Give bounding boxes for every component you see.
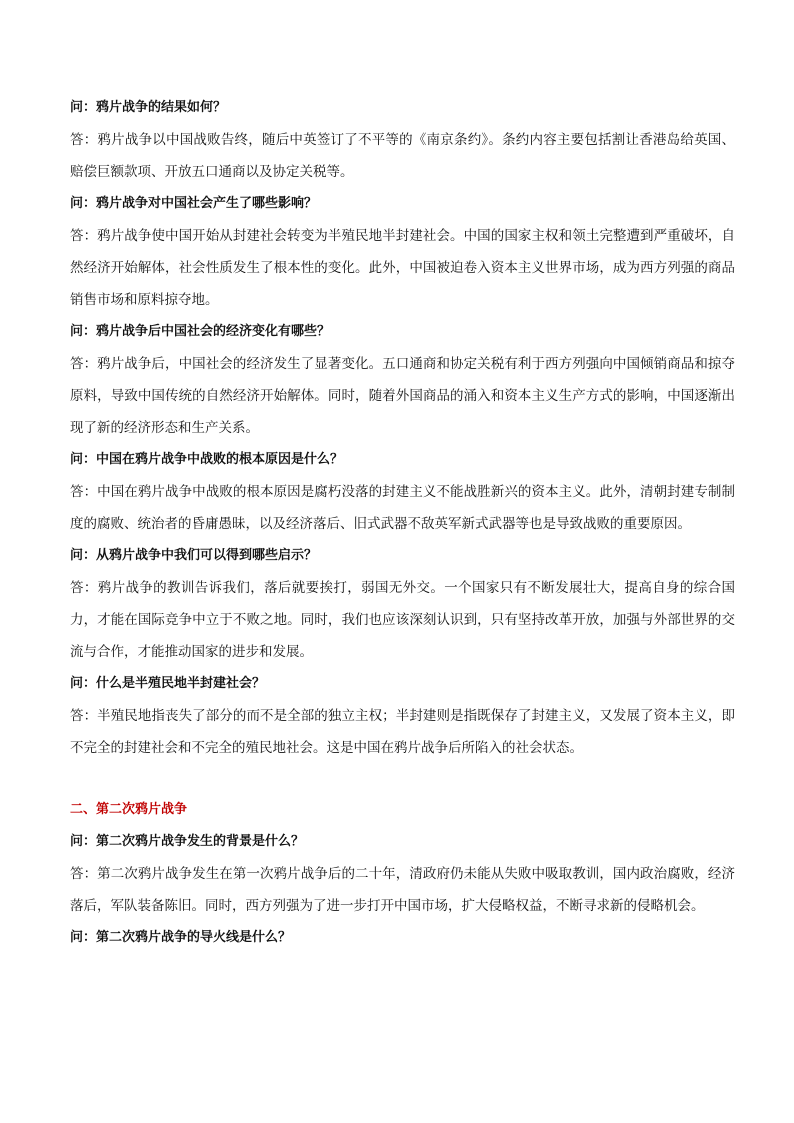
- answer-text: 答：第二次鸦片战争发生在第一次鸦片战争后的二十年，清政府仍未能从失败中吸取教训，国内政治腐败，经济落后，军队装备陈旧。同时，西方列强为了进一步打开中国市场，扩大侵略权益，不断寻求新的侵略机会。: [70, 866, 735, 914]
- answer-text: 答：鸦片战争的教训告诉我们，落后就要挨打，弱国无外交。一个国家只有不断发展壮大，提高自身的综合国力，才能在国际竞争中立于不败之地。同时，我们也应该深刻认识到，只有坚持改革开放，加强与外部世界的交流与合作，才能推动国家的进步和发展。: [70, 580, 735, 660]
- question-text: 问：第二次鸦片战争的导火线是什么？: [70, 930, 292, 945]
- section-heading: 二、第二次鸦片战争: [70, 802, 188, 817]
- answer-text: 答：鸦片战争以中国战败告终，随后中英签订了不平等的《南京条约》。条约内容主要包括割让香港岛给英国、赔偿巨额款项、开放五口通商以及协定关税等。: [70, 132, 735, 180]
- answer-text: 答：半殖民地指丧失了部分的而不是全部的独立主权；半封建则是指既保存了封建主义，又发展了资本主义，即不完全的封建社会和不完全的殖民地社会。这是中国在鸦片战争后所陷入的社会状态。: [70, 708, 735, 756]
- question-text: 问：第二次鸦片战争发生的背景是什么？: [70, 834, 305, 849]
- question-text: 问：鸦片战争的结果如何？: [70, 100, 227, 115]
- question-text: 问：从鸦片战争中我们可以得到哪些启示？: [70, 548, 318, 563]
- question-text: 问：中国在鸦片战争中战败的根本原因是什么？: [70, 452, 344, 467]
- question-text: 问：鸦片战争对中国社会产生了哪些影响？: [70, 196, 318, 211]
- answer-text: 答：鸦片战争后，中国社会的经济发生了显著变化。五口通商和协定关税有利于西方列强向中国倾销商品和掠夺原料，导致中国传统的自然经济开始解体。同时，随着外国商品的涌入和资本主义生产方式的影响，中国逐渐出现了新的经济形态和生产关系。: [70, 356, 735, 436]
- question-text: 问：什么是半殖民地半封建社会？: [70, 676, 266, 691]
- answer-text: 答：鸦片战争使中国开始从封建社会转变为半殖民地半封建社会。中国的国家主权和领土完整遭到严重破坏，自然经济开始解体，社会性质发生了根本性的变化。此外，中国被迫卷入资本主义世界市场，成为西方列强的商品销售市场和原料掠夺地。: [70, 228, 735, 308]
- document-page: [70, 92, 735, 954]
- question-text: 问：鸦片战争后中国社会的经济变化有哪些？: [70, 324, 331, 339]
- answer-text: 答：中国在鸦片战争中战败的根本原因是腐朽没落的封建主义不能战胜新兴的资本主义。此外，清朝封建专制制度的腐败、统治者的昏庸愚昧，以及经济落后、旧式武器不敌英军新式武器等也是导致战败的重要原因。: [70, 484, 735, 532]
